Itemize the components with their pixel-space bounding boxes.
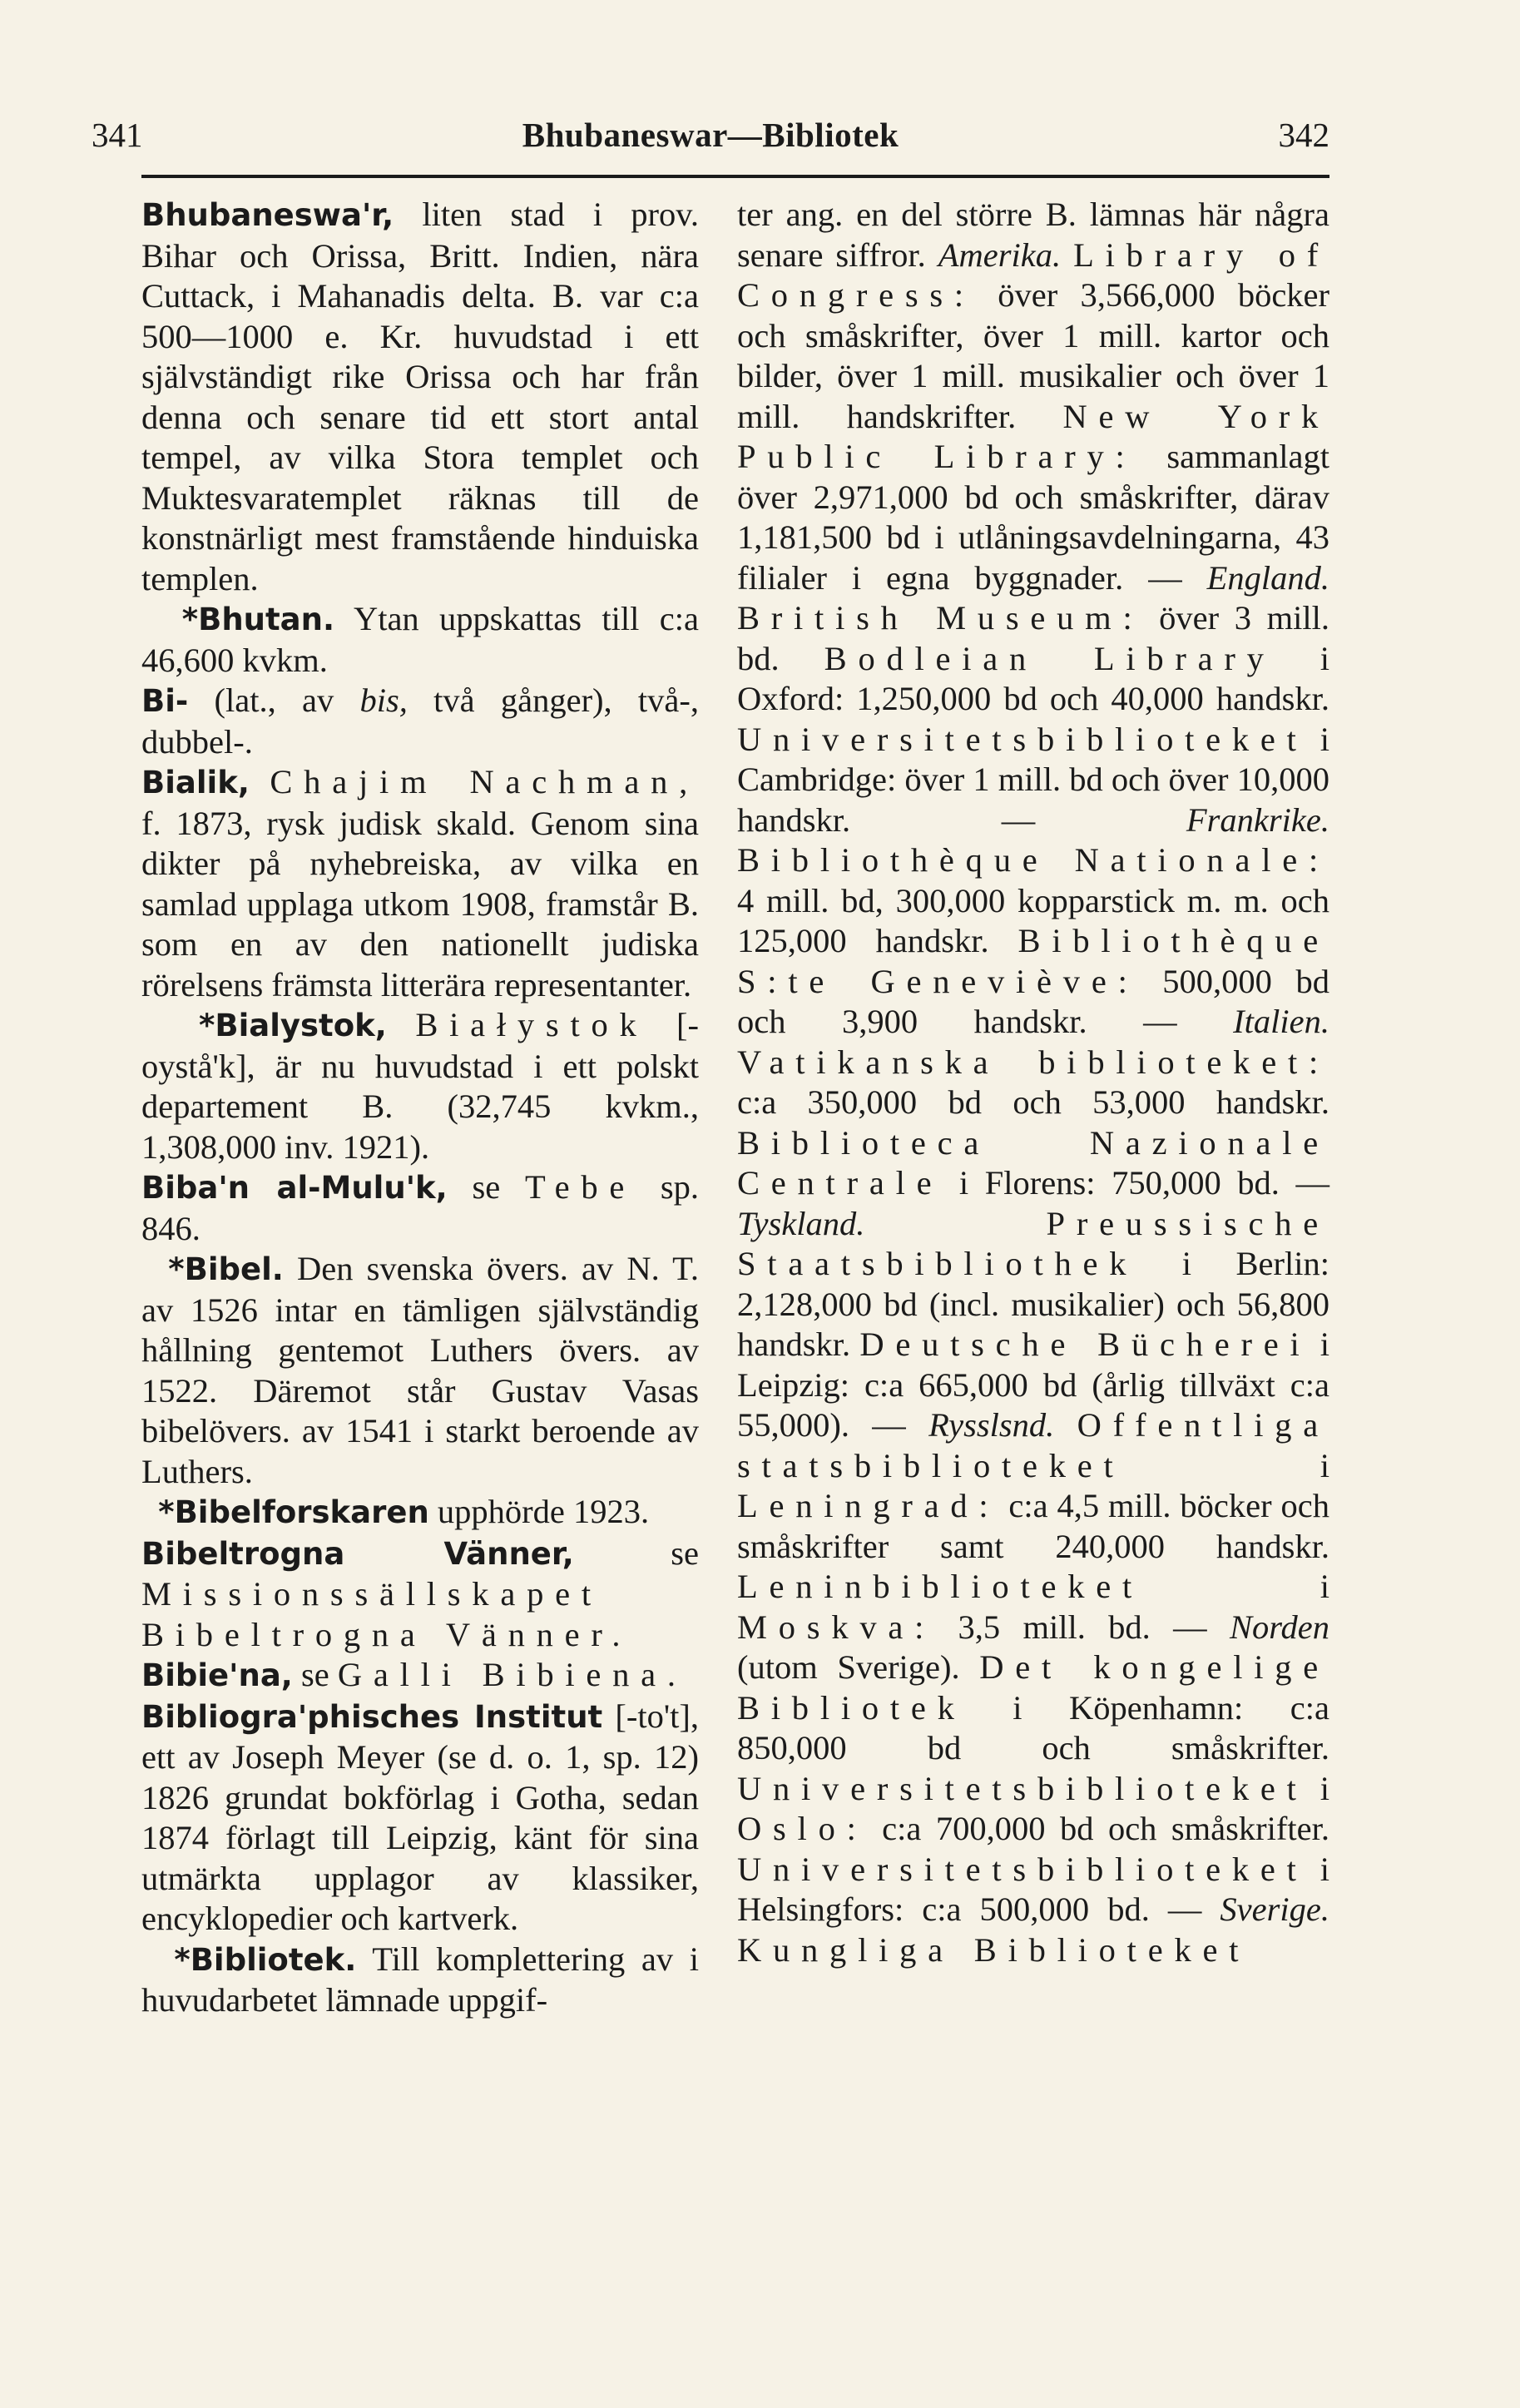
entry-reference: Galli Bibiena. — [337, 1656, 687, 1693]
body-text: i — [1319, 1446, 1329, 1484]
entry-bhutan — [141, 599, 699, 681]
page-title: Bhubaneswar—Bibliotek — [522, 116, 899, 154]
body-text: i Berlin: 2,128,000 bd (incl. musikalier) och 56,800 handskr. — [737, 1245, 1329, 1363]
entry-term: Bi- — [141, 683, 189, 719]
entry-term: Bibie'na, — [141, 1657, 293, 1693]
library-name: Bibliothèque S:te Geneviève: — [737, 922, 1329, 1000]
body-text: i Florens: 750,000 bd. — — [958, 1164, 1329, 1202]
library-name: Universitetsbiblioteket — [737, 1769, 1308, 1807]
library-name: Bibliothèque Nationale: — [737, 841, 1329, 879]
entry-bialystok — [141, 1005, 699, 1167]
country-heading: Amerika. — [938, 235, 1062, 274]
entry-bialik — [141, 762, 699, 1005]
entry-text: se — [300, 1656, 329, 1693]
library-name: Leninbiblioteket — [737, 1568, 1143, 1605]
entry-text: liten stad i prov. Bihar och Orissa, Britt. Indien, nära Cuttack, i Mahanadis delta. B. var c:a 500—1000 e. Kr. huvudstad i ett självständigt rike Orissa och har från denna och senare tid ett stort antal tempel, av vilka Stora templet och Muktesvaratemplet räknas till de konstnärligt mest framstående hinduiska templen. — [141, 196, 699, 597]
entry-term: *Bibelforskaren — [158, 1494, 429, 1530]
country-heading: Norden — [1230, 1608, 1329, 1646]
library-name: British Museum: — [737, 599, 1144, 637]
entry-bibliotek — [141, 1940, 699, 2021]
entry-text: Till komplettering av i huvudarbetet lämnade uppgif- — [141, 1940, 700, 2019]
library-name: Universitetsbiblioteket — [737, 720, 1308, 758]
entry-bibiena — [141, 1655, 699, 1697]
entry-text: Den svenska övers. av N. T. av 1526 intar en tämligen självständig hållning gentemot Luthers övers. av 1522. Däremot står Gustav Vasas bibelövers. av 1541 i starkt beroende av Luthers. — [141, 1250, 700, 1490]
library-name: Library of Congress: — [737, 235, 1329, 314]
body-text: 500,000 bd och 3,900 handskr. — — [737, 962, 1330, 1040]
header-rule — [141, 175, 1329, 178]
entry-text: f. 1873, rysk judisk skald. Genom sina dikter på nyhebreiska, av vilka en samlad upplaga utkom 1908, framstår B. som en av den nationellt judiska rörelsens främsta litterära representanter. — [141, 804, 699, 1003]
entry-text: se — [472, 1168, 501, 1206]
entry-term: Bialik, — [141, 765, 250, 800]
entry-term: Bibliogra'phisches Institut — [141, 1698, 603, 1735]
entry-text: upphörde 1923. — [437, 1493, 650, 1530]
entry-text: Ytan uppskattas till c:a 46,600 kvkm. — [141, 600, 700, 679]
entry-term: *Bialystok, — [199, 1008, 387, 1043]
entry-reference: Tebe — [524, 1168, 636, 1206]
body-text: i Cambridge: över 1 mill. bd och över 10,000 handskr. — — [737, 720, 1329, 839]
country-heading: Tyskland. — [737, 1204, 865, 1242]
page-number-right: 342 — [1278, 116, 1329, 154]
body-text: i Helsingfors: c:a 500,000 bd. — — [737, 1850, 1329, 1928]
body-text: c:a 4,5 mill. böcker och småskrifter samt 240,000 handskr. — [737, 1487, 1329, 1565]
country-heading: Frankrike. — [1186, 800, 1329, 839]
entry-bibelforskaren — [141, 1492, 699, 1533]
country-heading: Sverige. — [1220, 1890, 1329, 1928]
body-text: över 3 mill. bd. — [737, 599, 1329, 677]
body-text: 3,5 mill. bd. — — [958, 1608, 1207, 1646]
body-text: i Leipzig: c:a 665,000 bd (årlig tillväxt c:a 55,000). — — [737, 1325, 1329, 1444]
body-text: c:a 700,000 bd och småskrifter. — [882, 1810, 1329, 1847]
entry-text: [-oystå'k], är nu huvudstad i ett polskt departement B. (32,745 kvkm., 1,308,000 inv. 1921). — [141, 1006, 700, 1166]
body-text: (utom Sverige). — [737, 1648, 960, 1686]
library-name: Kungliga Biblioteket — [737, 1930, 1250, 1969]
entry-term: *Bibliotek. — [174, 1941, 357, 1978]
library-name: Offentliga statsbiblioteket — [737, 1406, 1329, 1484]
body-text: ter ang. en del större B. lämnas här några senare siffror. — [737, 196, 1329, 274]
body-text: sammanlagt över 2,971,000 bd och småskrifter, därav 1,181,500 bd i utlåningsavdelningarna, 43 filialer i egna byggnader. — — [737, 438, 1330, 597]
entry-text: (lat., av — [214, 681, 334, 719]
body-text: i — [1319, 1568, 1329, 1605]
city-name: Leningrad: — [737, 1487, 1000, 1524]
body-text: c:a 350,000 bd och 53,000 handskr. — [737, 1083, 1329, 1121]
entry-text: två gånger), två-, dubbel-. — [141, 681, 700, 761]
entry-term: *Bhutan. — [181, 602, 335, 637]
entry-reference: Missionssällskapet Bibeltrogna Vänner. — [141, 1575, 632, 1653]
library-name: Preussische Staatsbibliothek — [737, 1204, 1329, 1282]
entry-text: [-to't], ett av Joseph Meyer (se d. o. 1, sp. 12) 1826 grundat bokförlag i Gotha, sedan 1874 förlagt till Leipzig, känt för sina utmärkta upplagor av klassiker, encyklopedier och kartverk. — [141, 1697, 699, 1937]
country-heading: England. — [1206, 558, 1330, 597]
entry-term: Biba'n al-Mulu'k, — [141, 1170, 448, 1206]
entry-biban — [141, 1167, 699, 1249]
body-text: i Oxford: 1,250,000 bd och 40,000 handskr. — [737, 639, 1330, 717]
country-heading: Italien. — [1233, 1003, 1329, 1040]
library-name: Deutsche Bücherei — [859, 1325, 1311, 1363]
page-number-left: 341 — [92, 116, 143, 154]
city-name: Oslo: — [737, 1810, 868, 1847]
entry-bibel — [141, 1249, 699, 1492]
body-text: över 3,566,000 böcker och småskrifter, över 1 mill. kartor och bilder, över 1 mill. musikalier och över 1 mill. handskrifter. — [737, 276, 1330, 435]
library-name: Bodleian Library — [824, 639, 1275, 677]
entry-bibeltrogna — [141, 1533, 699, 1656]
library-name: Vatikanska biblioteket: — [737, 1043, 1329, 1081]
body-text: i — [1319, 1769, 1329, 1807]
body-text: i Köpenhamn: c:a 850,000 bd och småskrifter. — [737, 1688, 1329, 1766]
library-name: Det kongelige Bibliotek — [737, 1648, 1329, 1727]
running-head — [92, 110, 1329, 160]
left-column — [141, 195, 699, 2021]
entry-place-name: Białystok — [415, 1006, 648, 1043]
right-column — [737, 195, 1329, 1970]
entry-term: *Bibel. — [168, 1251, 284, 1287]
library-name: Biblioteca Nazionale Centrale — [737, 1123, 1329, 1202]
entry-text-italic: bis, — [359, 681, 408, 719]
library-name: New York Public Library: — [737, 397, 1330, 475]
entry-bi — [141, 681, 699, 762]
entry-bibliographisches — [141, 1697, 699, 1940]
bibliotek-continuation — [737, 195, 1329, 1970]
entry-term: Bibeltrogna Vänner, — [141, 1535, 574, 1572]
city-name: Moskva: — [737, 1608, 936, 1646]
entry-bhubaneswar — [141, 195, 699, 599]
entry-text: se — [671, 1533, 699, 1572]
body-text: 4 mill. bd, 300,000 kopparstick m. m. och 125,000 handskr. — [737, 881, 1329, 959]
library-name: Universitetsbiblioteket — [737, 1850, 1308, 1888]
entry-person-name: Chajim Nachman, — [270, 763, 699, 800]
entry-text: sp. 846. — [141, 1168, 700, 1247]
country-heading: Rysslsnd. — [928, 1406, 1055, 1444]
entry-term: Bhubaneswa'r, — [141, 197, 394, 233]
